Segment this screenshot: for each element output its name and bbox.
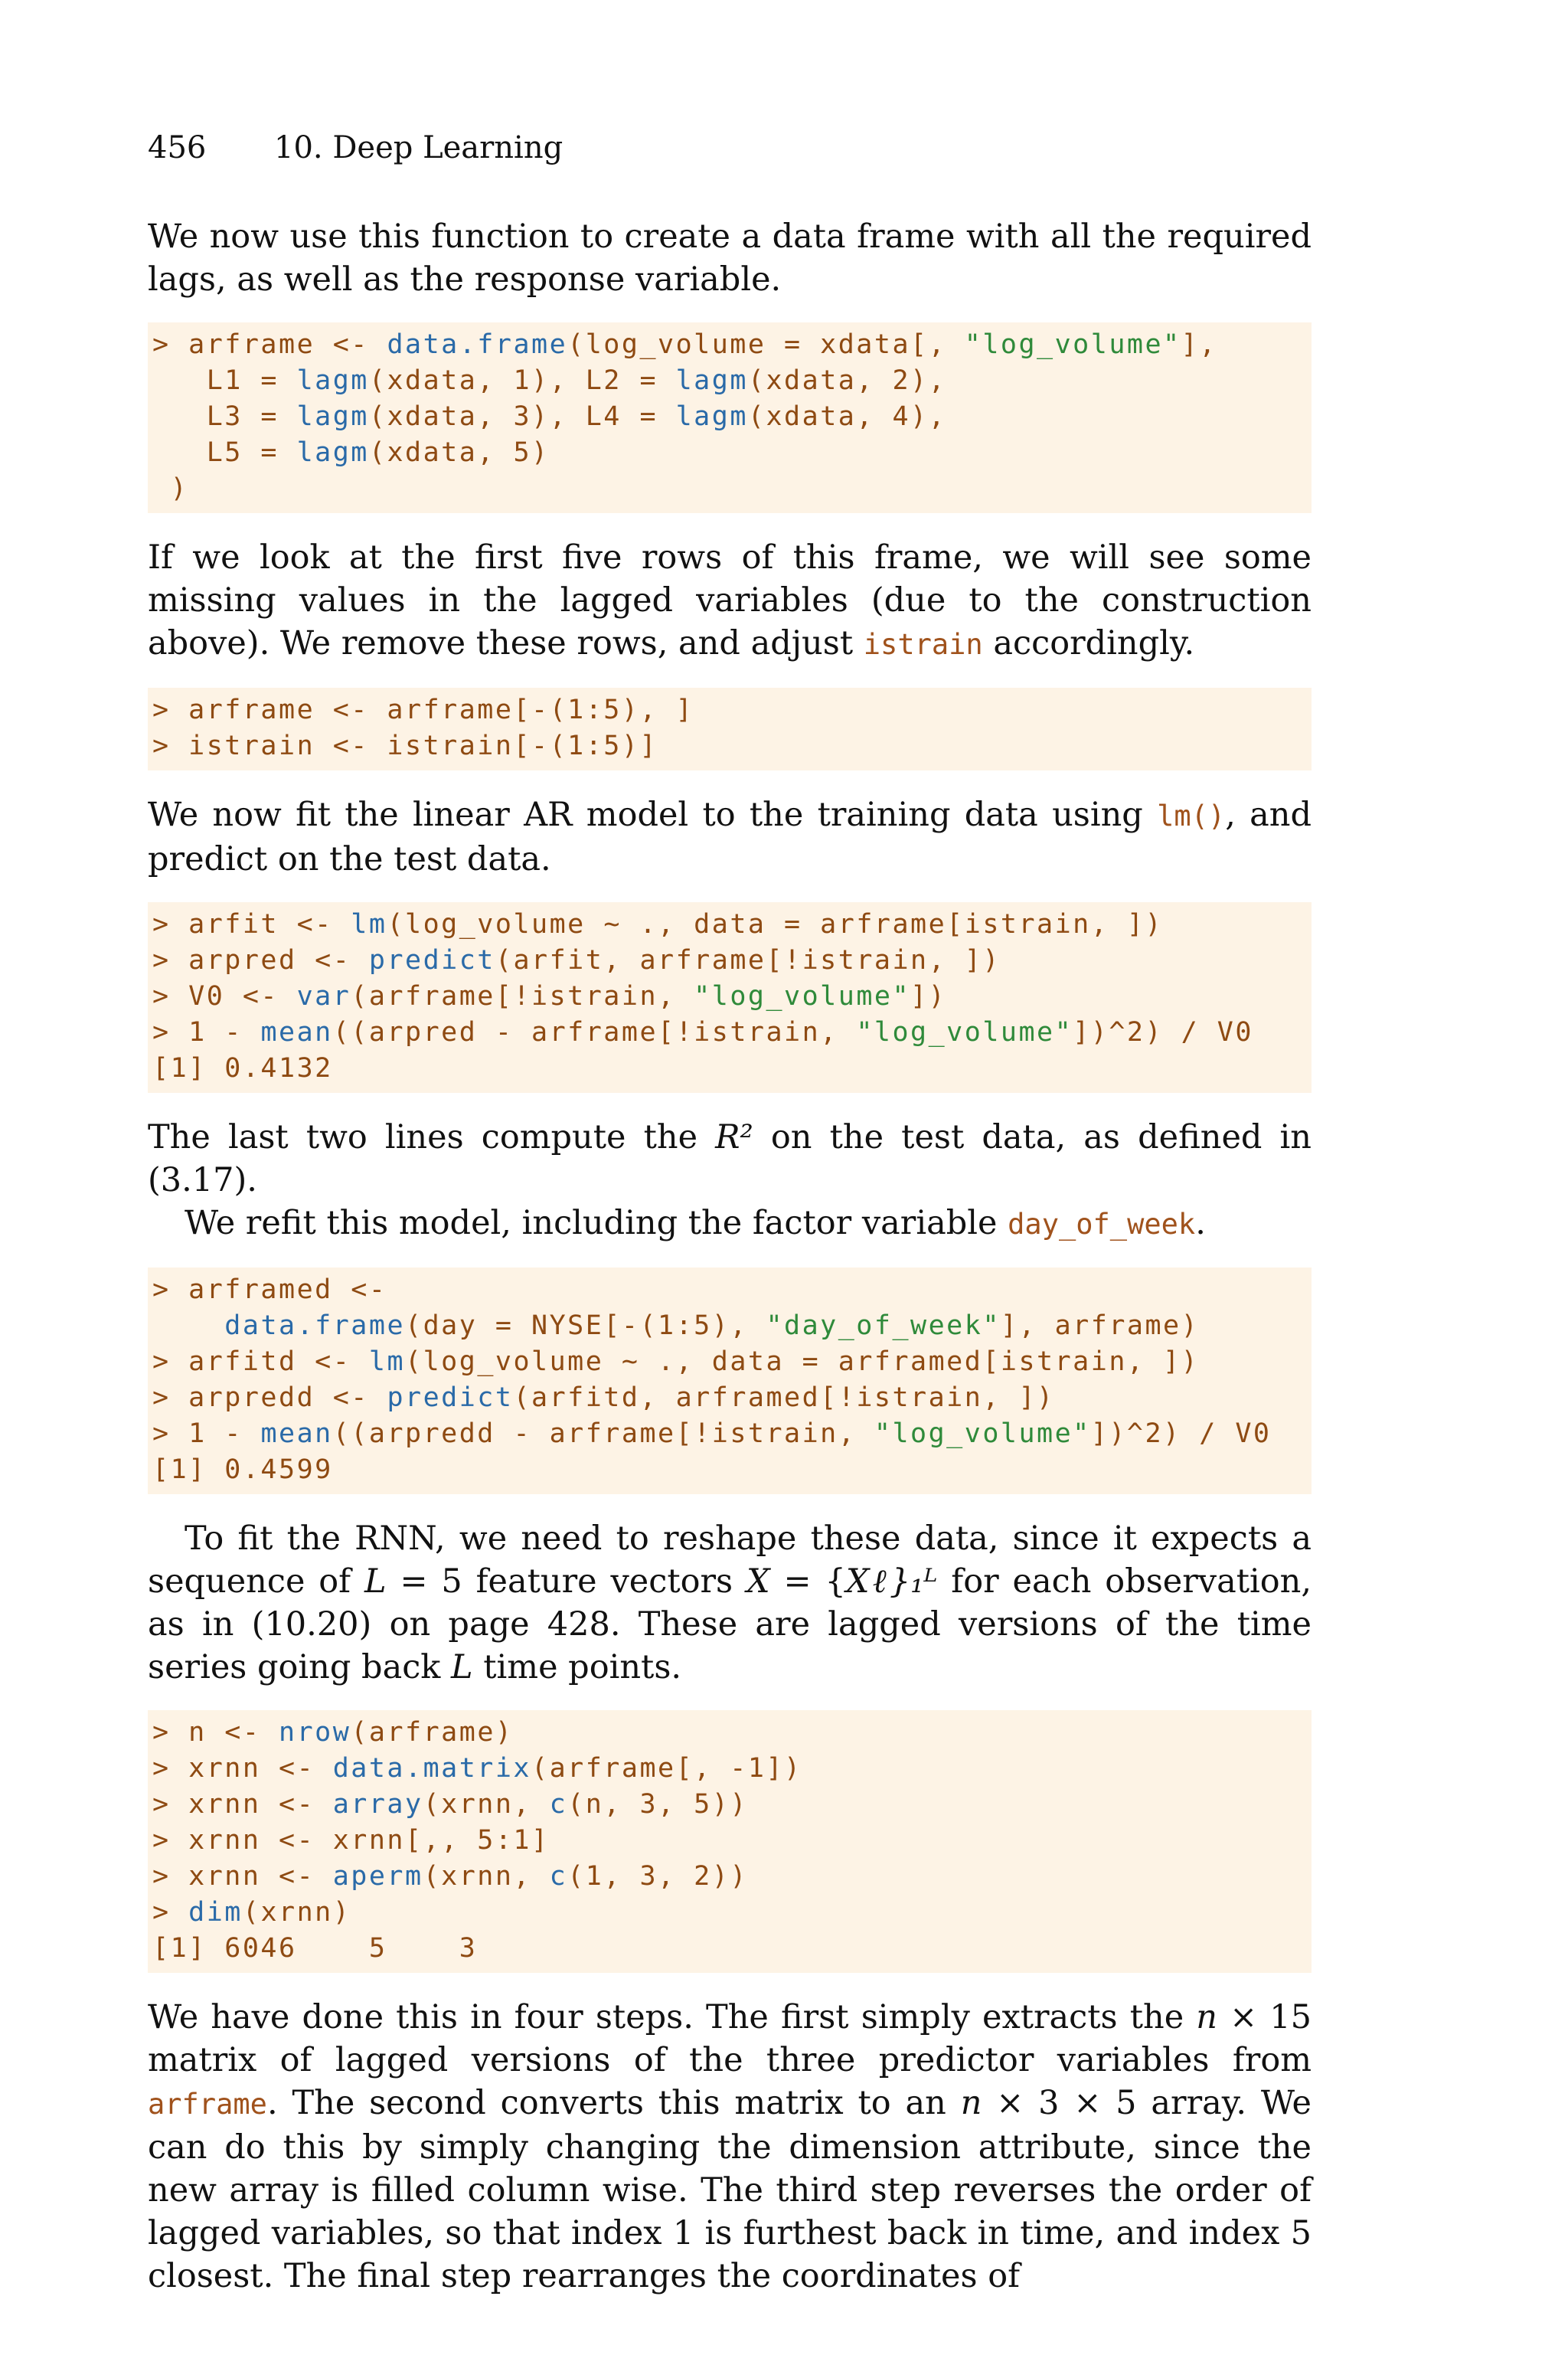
math: n	[1196, 1998, 1217, 2036]
math: R²	[715, 1118, 753, 1156]
chapter-title: 10. Deep Learning	[274, 130, 564, 165]
code-line: > n <- nrow(arframe)	[152, 1717, 514, 1748]
paragraph-text: We refit this model, including the factor variable	[185, 1204, 1008, 1242]
paragraph-text: We have done this in four steps. The first simply extracts the	[148, 1998, 1197, 2036]
code-line: > xrnn <- xrnn[,, 5:1]	[152, 1825, 550, 1856]
paragraph	[148, 536, 1312, 666]
code-line: L3 = lagm(xdata, 3), L4 = lagm(xdata, 4),	[152, 401, 947, 432]
code-line: > arfit <- lm(log_volume ~ ., data = arframe[istrain, ])	[152, 909, 1164, 940]
inline-code: arframe	[148, 2088, 267, 2121]
page-number: 456	[148, 130, 207, 165]
paragraph-text: time points.	[472, 1648, 682, 1686]
page-header	[148, 126, 1312, 169]
code-line: > 1 - mean((arpredd - arframe[!istrain, "log_volume"])^2) / V0	[152, 1418, 1272, 1449]
code-line: > xrnn <- array(xrnn, c(n, 3, 5))	[152, 1789, 748, 1820]
paragraph	[148, 793, 1312, 881]
math: L	[364, 1562, 387, 1601]
paragraph-text: .	[1195, 1204, 1206, 1242]
code-line: [1] 0.4132	[152, 1053, 333, 1084]
paragraph	[148, 1996, 1312, 2298]
paragraph-text: × 15 matrix of lagged versions of the three predictor variables from	[148, 1998, 1312, 2079]
math: ℓ}	[869, 1562, 911, 1601]
inline-code: lm()	[1157, 800, 1226, 832]
paragraph: We now use this function to create a data frame with all the required lags, as well as the response variable.	[148, 218, 1312, 299]
code-line: > arframe <- arframe[-(1:5), ]	[152, 695, 694, 725]
code-line: > 1 - mean((arpred - arframe[!istrain, "log_volume"])^2) / V0	[152, 1017, 1253, 1048]
paragraph-text: If we look at the first five rows of this frame, we will see some missing values in the lagged variables (due to the construction above). We remove these rows, and adjust	[148, 538, 1312, 662]
math: L	[451, 1648, 473, 1686]
code-line: > arpred <- predict(arfit, arframe[!istrain, ])	[152, 945, 1001, 976]
paragraph-text: , and predict on the test data.	[148, 796, 1312, 878]
code-line: > arpredd <- predict(arfitd, arframed[!istrain, ])	[152, 1382, 1055, 1413]
code-line: > V0 <- var(arframe[!istrain, "log_volume"])	[152, 981, 947, 1012]
paragraph	[148, 1517, 1312, 1689]
code-line: > xrnn <- aperm(xrnn, c(1, 3, 2))	[152, 1861, 748, 1892]
code-block	[148, 322, 1312, 513]
paragraph-text: To fit the RNN, we need to reshape these data, since it expects a sequence of	[148, 1519, 1312, 1601]
paragraph-text: on the test data, as defined in (3.17).	[148, 1118, 1312, 1199]
code-block	[148, 688, 1312, 770]
code-block	[148, 1710, 1312, 1973]
math: n	[960, 2084, 982, 2122]
paragraph-text: accordingly.	[982, 624, 1195, 662]
paragraph-text: = 5 feature vectors	[386, 1562, 747, 1601]
paragraph-text: The last two lines compute the	[148, 1118, 716, 1156]
code-line: [1] 6046 5 3	[152, 1933, 478, 1964]
math: X	[845, 1562, 870, 1601]
code-line: [1] 0.4599	[152, 1454, 333, 1485]
paragraph-text: = {	[769, 1562, 846, 1601]
paragraph-text: × 3 × 5 array. We can do this by simply changing the dimension attribute, since the new array is filled column wise. The third step reverses the order of lagged variables, so that index 1 is furthest back in time, and index 5 closest. The final step rearranges the coordinates of	[148, 2084, 1312, 2295]
code-line: > istrain <- istrain[-(1:5)]	[152, 731, 658, 761]
paragraph-text: . The second converts this matrix to an	[266, 2084, 961, 2122]
code-line: > arframe <- data.frame(log_volume = xdata[, "log_volume"],	[152, 329, 1217, 360]
code-line: > xrnn <- data.matrix(arframe[, -1])	[152, 1753, 802, 1784]
code-line: > dim(xrnn)	[152, 1897, 351, 1928]
code-line: )	[152, 473, 189, 504]
code-block	[148, 902, 1312, 1093]
inline-code: istrain	[863, 628, 983, 661]
paragraph-text: We now fit the linear AR model to the training data using	[148, 796, 1158, 834]
code-line: L1 = lagm(xdata, 1), L2 = lagm(xdata, 2),	[152, 365, 947, 396]
paragraph	[148, 1202, 1312, 1246]
math: ₁ᴸ	[910, 1562, 938, 1601]
code-line: L5 = lagm(xdata, 5)	[152, 437, 550, 468]
code-block	[148, 1268, 1312, 1494]
inline-code: day_of_week	[1008, 1208, 1196, 1241]
paragraph	[148, 1116, 1312, 1202]
code-line: data.frame(day = NYSE[-(1:5), "day_of_week"], arframe)	[224, 1310, 1200, 1341]
page	[148, 126, 1312, 2298]
paragraph-text: for each observation, as in (10.20) on page 428. These are lagged versions of the time series going back	[148, 1562, 1312, 1686]
code-line: > arframed <-	[152, 1274, 387, 1305]
code-line: > arfitd <- lm(log_volume ~ ., data = arframed[istrain, ])	[152, 1346, 1200, 1377]
math: X	[746, 1562, 770, 1601]
